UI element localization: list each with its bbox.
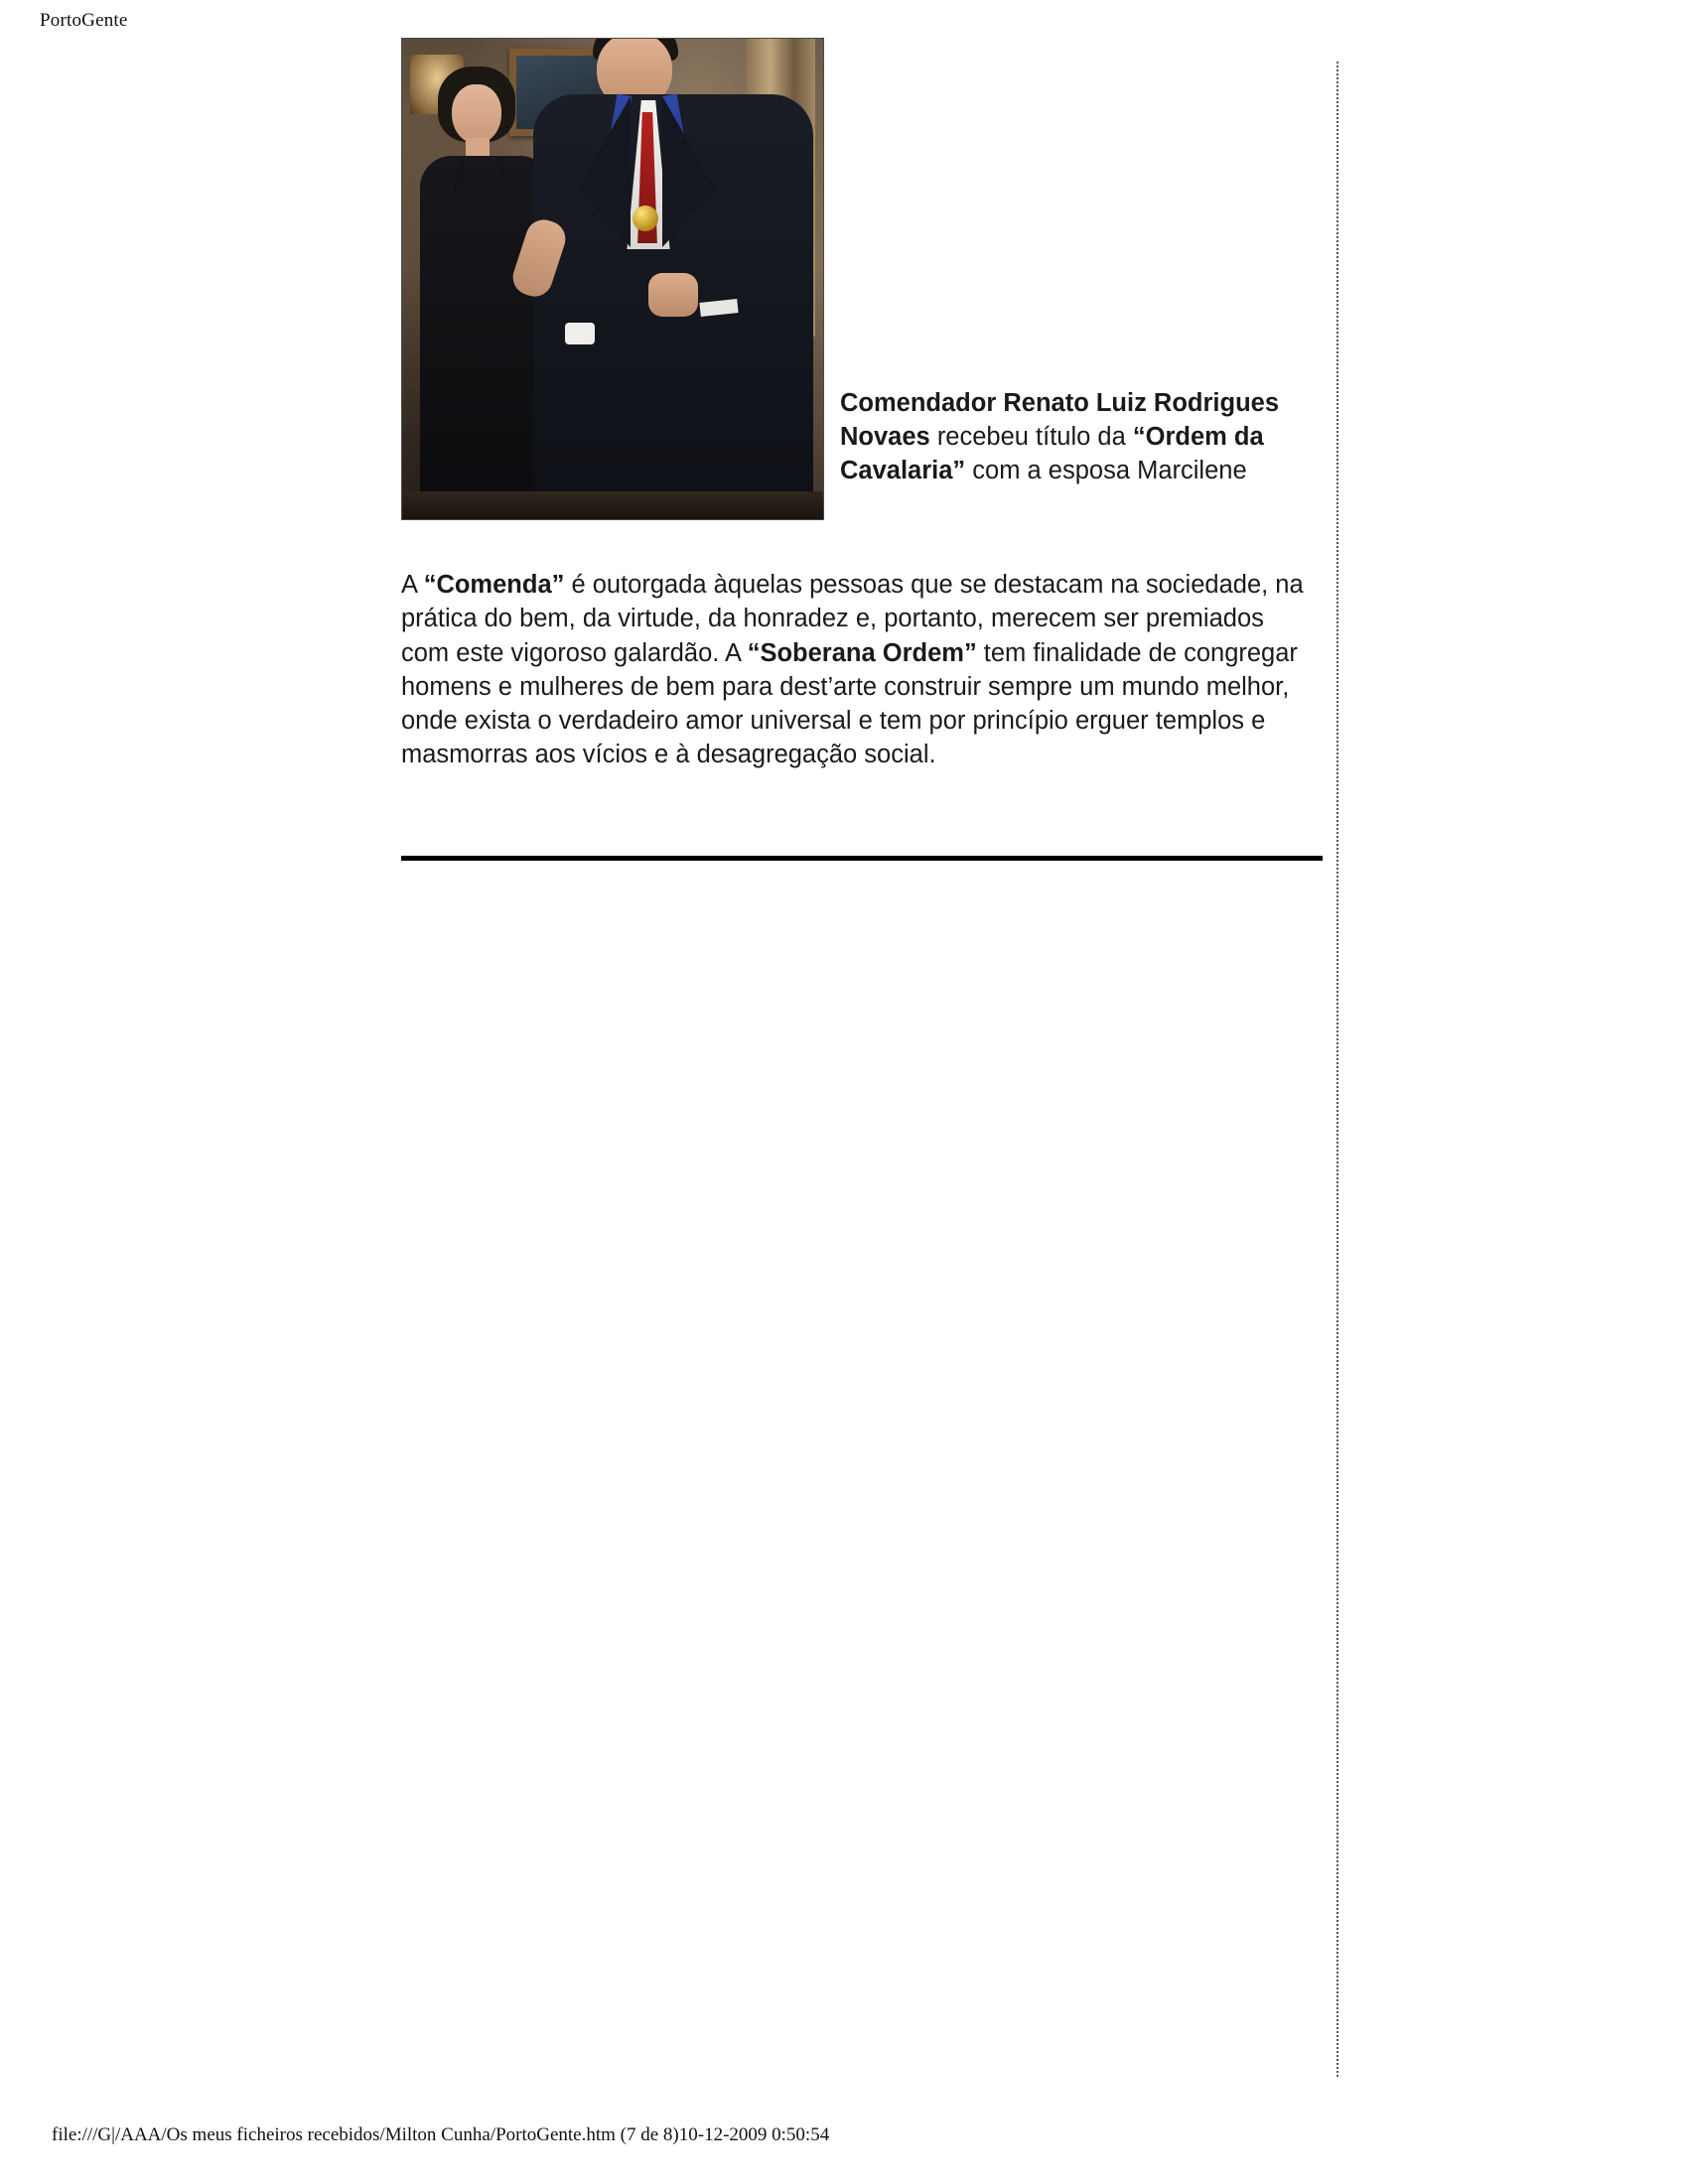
photo-man-hand: [648, 273, 698, 317]
body-segment-3: tem finalidade de congregar homens e mulheres de bem para dest’arte construir sempre um mundo melhor, onde exista o verdadeiro amor universal e tem por princípio erguer templos e masmorras aos vícios e à desagregação social.: [401, 638, 1298, 769]
caption-tail: com a esposa Marcilene: [965, 456, 1247, 484]
photo-order-medal: [633, 205, 658, 231]
photo-woman-face: [452, 84, 501, 144]
photo-floor: [402, 491, 823, 519]
article-content: [401, 38, 1325, 526]
photo-caption: [840, 387, 1317, 488]
photo-couple-award: [401, 38, 824, 520]
photo-man-shirt-cuff: [565, 323, 595, 344]
page-header-label: PortoGente: [40, 10, 128, 31]
body-paragraph: [401, 568, 1307, 772]
body-segment-1: A: [401, 571, 424, 599]
body-segment-2: é outorgada àquelas pessoas que se destacam na sociedade, na prática do bem, da virtude, da honradez e, portanto, merecem ser premiados com este vigoroso galardão. A: [401, 571, 1304, 667]
caption-middle: recebeu título da: [929, 422, 1133, 451]
caption-name: Comendador Renato Luiz Rodrigues Novaes: [840, 389, 1280, 451]
caption-order: “Ordem da Cavalaria”: [840, 422, 1264, 484]
body-bold-soberana-ordem: “Soberana Ordem”: [747, 638, 977, 667]
body-bold-comenda: “Comenda”: [423, 571, 565, 599]
photo-woman-dress: [420, 156, 547, 519]
right-margin-dotted-rule: [1336, 62, 1338, 2077]
photo-caption-block: [401, 38, 1325, 526]
footer-file-path: file:///G|/AAA/Os meus ficheiros recebidos/Milton Cunha/PortoGente.htm (7 de 8)10-12-2009 0:50:54: [52, 2124, 830, 2145]
section-divider-rule: [401, 856, 1323, 861]
